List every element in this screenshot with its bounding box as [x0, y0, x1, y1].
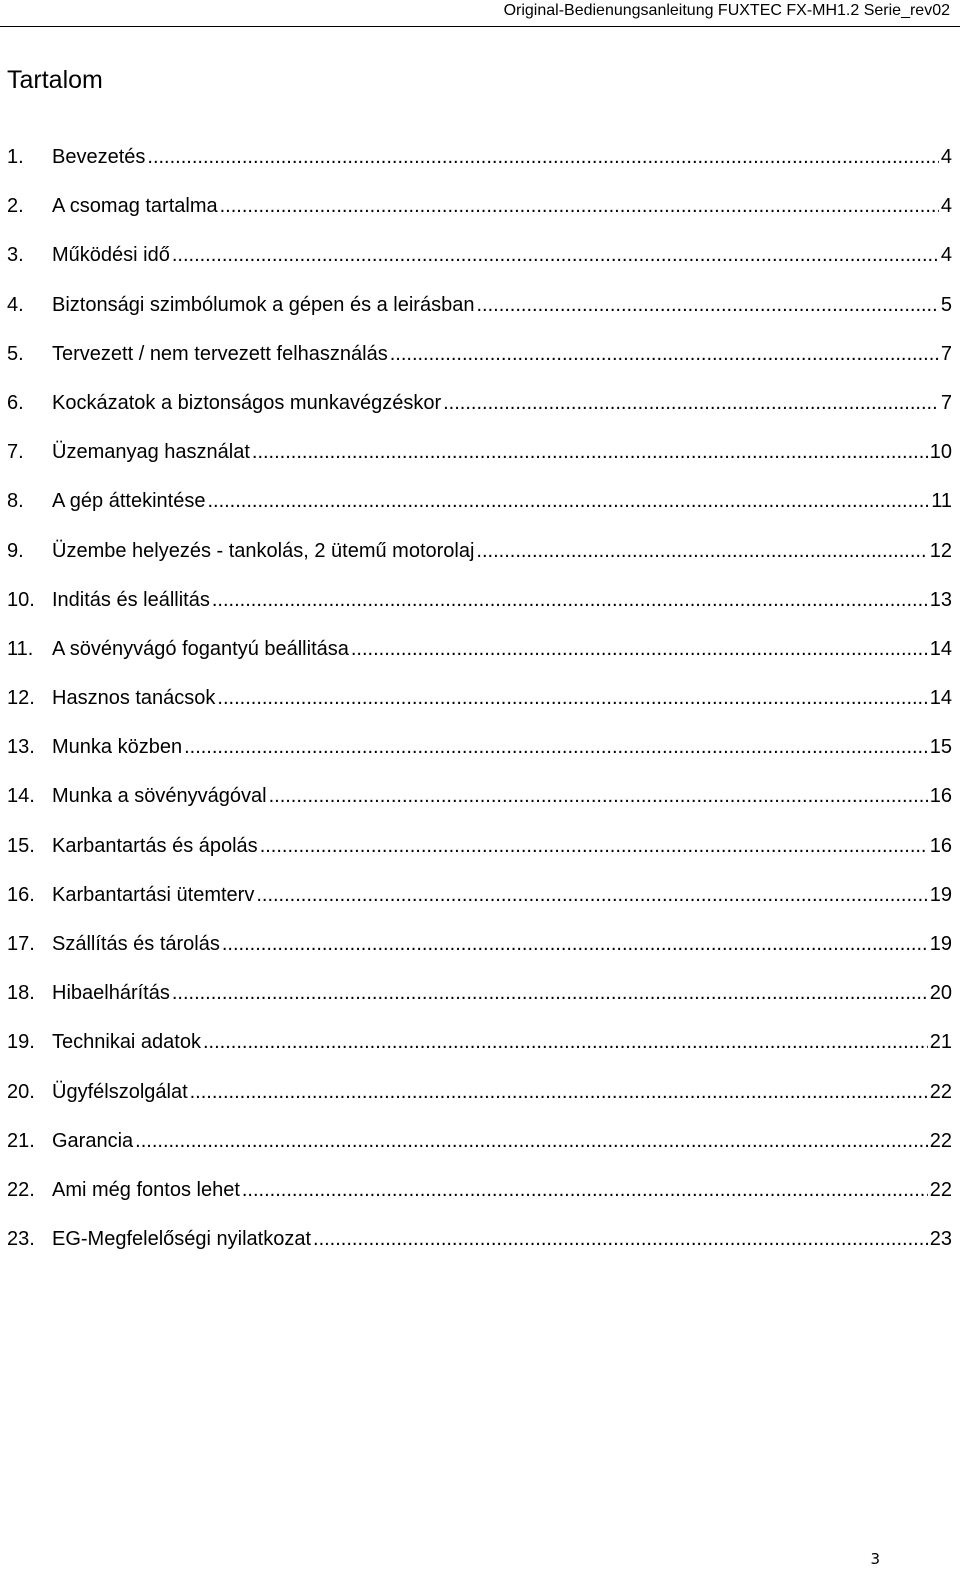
toc-entry[interactable]: [7, 436, 952, 485]
toc-entry[interactable]: [7, 141, 952, 190]
toc-dot-leader: [212, 584, 928, 616]
toc-dot-leader: [172, 239, 939, 271]
toc-entry[interactable]: [7, 289, 952, 338]
toc-entry[interactable]: [7, 1125, 952, 1174]
toc-entry-label[interactable]: Üzemanyag használat: [52, 441, 250, 464]
toc-entry-number: 6.: [7, 391, 24, 414]
toc-entry-page[interactable]: 4: [940, 195, 952, 218]
toc-dot-leader: [256, 879, 927, 911]
table-of-contents: [7, 141, 952, 1272]
toc-entry[interactable]: [7, 1223, 952, 1272]
toc-entry-label[interactable]: EG-Megfelelőségi nyilatkozat: [52, 1228, 312, 1251]
toc-entry-label[interactable]: Biztonsági szimbólumok a gépen és a leirásban: [52, 293, 475, 316]
toc-entry-label[interactable]: Ügyfélszolgálat: [52, 1080, 188, 1103]
toc-entry-number: 18.: [7, 982, 35, 1005]
toc-entry-page[interactable]: 5: [940, 293, 952, 316]
toc-dot-leader: [476, 535, 927, 567]
toc-entry-number: 8.: [7, 490, 24, 513]
toc-entry[interactable]: [7, 1174, 952, 1223]
toc-entry-number: 5.: [7, 342, 24, 365]
toc-entry-label[interactable]: Munka közben: [52, 736, 183, 759]
toc-dot-leader: [476, 289, 938, 321]
toc-entry[interactable]: [7, 830, 952, 879]
page-header: [0, 0, 960, 27]
toc-entry-label[interactable]: Kockázatok a biztonságos munkavégzéskor: [52, 391, 442, 414]
toc-entry-page[interactable]: 7: [940, 342, 952, 365]
toc-entry-number: 16.: [7, 883, 35, 906]
toc-dot-leader: [313, 1223, 928, 1255]
toc-entry-label[interactable]: Tervezett / nem tervezett felhasználás: [52, 342, 388, 365]
toc-entry[interactable]: [7, 1026, 952, 1075]
toc-dot-leader: [260, 830, 928, 862]
toc-dot-leader: [172, 977, 928, 1009]
toc-entry-number: 22.: [7, 1178, 35, 1201]
toc-entry-page[interactable]: 16: [929, 785, 952, 808]
toc-entry-page[interactable]: 19: [929, 883, 952, 906]
toc-entry-page[interactable]: 14: [929, 637, 952, 660]
toc-entry[interactable]: [7, 731, 952, 780]
toc-entry-number: 4.: [7, 293, 24, 316]
toc-entry-page[interactable]: 23: [929, 1228, 952, 1251]
toc-entry-label[interactable]: Szállítás és tárolás: [52, 933, 220, 955]
toc-entry-page[interactable]: 20: [929, 982, 952, 1005]
toc-entry-page[interactable]: 22: [929, 1080, 952, 1103]
toc-entry-page[interactable]: 13: [929, 588, 952, 611]
toc-dot-leader: [242, 1174, 928, 1206]
toc-entry-number: 23.: [7, 1228, 35, 1251]
toc-entry[interactable]: [7, 387, 952, 436]
toc-entry[interactable]: [7, 928, 952, 977]
toc-dot-leader: [203, 1026, 928, 1058]
toc-entry-page[interactable]: 22: [929, 1178, 952, 1201]
toc-entry[interactable]: [7, 190, 952, 239]
toc-dot-leader: [147, 141, 938, 173]
document-title: Original-Bedienungsanleitung FUXTEC FX-MH1.2 Serie_rev02: [503, 2, 950, 19]
toc-entry-page[interactable]: 12: [929, 539, 952, 562]
toc-entry-page[interactable]: 19: [929, 933, 952, 955]
toc-dot-leader: [184, 731, 928, 763]
toc-entry-page[interactable]: 16: [929, 834, 952, 857]
toc-entry-page[interactable]: 4: [940, 244, 952, 267]
toc-entry[interactable]: [7, 780, 952, 829]
toc-dot-leader: [222, 928, 928, 960]
toc-entry-label[interactable]: Inditás és leállitás: [52, 588, 210, 611]
toc-entry[interactable]: [7, 338, 952, 387]
page-number: 3: [870, 1550, 880, 1568]
toc-entry-number: 13.: [7, 736, 35, 759]
toc-dot-leader: [269, 780, 928, 812]
toc-entry[interactable]: [7, 485, 952, 534]
toc-dot-leader: [190, 1076, 928, 1108]
toc-entry-page[interactable]: 15: [929, 736, 952, 759]
toc-dot-leader: [207, 485, 929, 517]
toc-entry-label[interactable]: Működési idő: [52, 244, 170, 267]
toc-entry-label[interactable]: Munka a sövényvágóval: [52, 785, 267, 808]
toc-entry-page[interactable]: 4: [940, 146, 952, 168]
toc-entry[interactable]: [7, 1076, 952, 1125]
toc-entry-number: 10.: [7, 588, 35, 611]
toc-entry-label[interactable]: Hibaelhárítás: [52, 982, 170, 1005]
toc-entry-label[interactable]: A gép áttekintése: [52, 490, 206, 513]
toc-entry-page[interactable]: 14: [929, 687, 952, 710]
toc-entry-number: 9.: [7, 539, 24, 562]
toc-entry-label[interactable]: Bevezetés: [52, 146, 146, 168]
toc-entry-page[interactable]: 22: [929, 1129, 952, 1152]
toc-entry-page[interactable]: 10: [929, 441, 952, 464]
toc-entry[interactable]: [7, 879, 952, 928]
toc-entry-number: 14.: [7, 785, 35, 808]
toc-dot-leader: [135, 1125, 928, 1157]
toc-entry-page[interactable]: 11: [931, 490, 952, 513]
toc-entry-number: 17.: [7, 933, 35, 955]
toc-dot-leader: [351, 633, 928, 665]
toc-dot-leader: [390, 338, 939, 370]
toc-entry-label[interactable]: Technikai adatok: [52, 1031, 201, 1054]
toc-entry-label[interactable]: Hasznos tanácsok: [52, 687, 216, 710]
toc-entry-number: 1.: [7, 146, 24, 168]
toc-entry-label[interactable]: Üzembe helyezés - tankolás, 2 ütemű motorolaj: [52, 539, 475, 562]
toc-entry[interactable]: [7, 584, 952, 633]
toc-entry-label[interactable]: Karbantartás és ápolás: [52, 834, 258, 857]
toc-entry[interactable]: [7, 977, 952, 1026]
toc-entry-label[interactable]: A sövényvágó fogantyú beállitása: [52, 637, 349, 660]
toc-entry-label[interactable]: Karbantartási ütemterv: [52, 883, 255, 906]
toc-entry[interactable]: [7, 633, 952, 682]
toc-entry-number: 20.: [7, 1080, 35, 1103]
toc-entry-number: 21.: [7, 1129, 35, 1152]
toc-dot-leader: [443, 387, 939, 419]
toc-entry-number: 19.: [7, 1031, 35, 1054]
toc-entry-label[interactable]: Ami még fontos lehet: [52, 1178, 240, 1201]
toc-entry-number: 11.: [7, 637, 34, 660]
toc-entry-page[interactable]: 21: [929, 1031, 952, 1054]
toc-entry-label[interactable]: Garancia: [52, 1129, 134, 1152]
toc-entry[interactable]: [7, 239, 952, 288]
toc-dot-leader: [252, 436, 928, 468]
toc-entry-number: 2.: [7, 195, 24, 218]
toc-entry-number: 12.: [7, 687, 35, 710]
toc-entry-number: 3.: [7, 244, 24, 267]
toc-dot-leader: [220, 190, 939, 222]
toc-entry-number: 7.: [7, 441, 24, 464]
toc-entry-label[interactable]: A csomag tartalma: [52, 195, 218, 218]
toc-entry[interactable]: [7, 682, 952, 731]
toc-title: Tartalom: [7, 66, 103, 94]
toc-entry-page[interactable]: 7: [940, 391, 952, 414]
toc-entry[interactable]: [7, 535, 952, 584]
toc-entry-number: 15.: [7, 834, 35, 857]
toc-dot-leader: [217, 682, 927, 714]
